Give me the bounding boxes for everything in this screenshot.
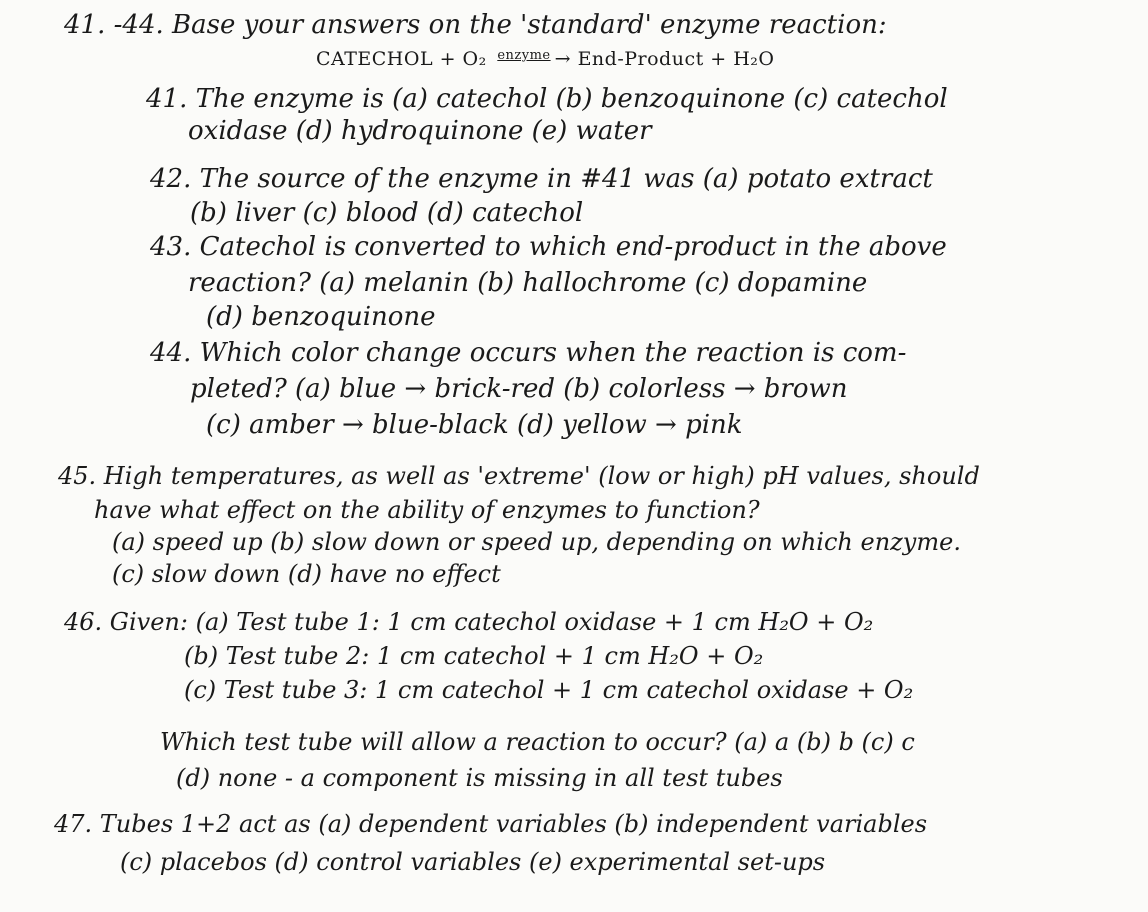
- question-44-line-3: (c) amber → blue-black (d) yellow → pink: [206, 410, 743, 440]
- question-43-line-3: (d) benzoquinone: [206, 302, 436, 332]
- question-42-line-1: 42. The source of the enzyme in #41 was (a) potato extract: [150, 164, 933, 194]
- question-47-line-1: 47. Tubes 1+2 act as (a) dependent variables (b) independent variables: [54, 810, 928, 838]
- question-46-line-2: (b) Test tube 2: 1 cm catechol + 1 cm H₂O + O₂: [184, 642, 764, 670]
- question-45-line-2: have what effect on the ability of enzymes to function?: [94, 496, 760, 524]
- question-46-line-1: 46. Given: (a) Test tube 1: 1 cm catechol oxidase + 1 cm H₂O + O₂: [64, 608, 874, 636]
- question-41-line-2: oxidase (d) hydroquinone (e) water: [188, 116, 652, 146]
- question-44-line-2: pleted? (a) blue → brick-red (b) colorless → brown: [190, 374, 848, 404]
- question-42-line-2: (b) liver (c) blood (d) catechol: [190, 198, 584, 228]
- reaction-left: CATECHOL + O₂: [316, 48, 487, 70]
- intro-text: 41. -44. Base your answers on the 'standard' enzyme reaction:: [64, 10, 887, 40]
- question-43-line-1: 43. Catechol is converted to which end-product in the above: [150, 232, 947, 262]
- question-43-line-2: reaction? (a) melanin (b) hallochrome (c) dopamine: [188, 268, 868, 298]
- question-47-line-2: (c) placebos (d) control variables (e) experimental set-ups: [120, 848, 826, 876]
- question-46-line-3: (c) Test tube 3: 1 cm catechol + 1 cm catechol oxidase + O₂: [184, 676, 914, 704]
- reaction-right: End-Product + H₂O: [577, 48, 775, 70]
- question-41-line-1: 41. The enzyme is (a) catechol (b) benzoquinone (c) catechol: [146, 84, 948, 114]
- question-45-line-4: (c) slow down (d) have no effect: [112, 560, 501, 588]
- question-45-line-1: 45. High temperatures, as well as 'extreme' (low or high) pH values, should: [58, 462, 980, 490]
- question-45-line-3: (a) speed up (b) slow down or speed up, depending on which enzyme.: [112, 528, 961, 556]
- question-46-line-5: (d) none - a component is missing in all test tubes: [176, 764, 783, 792]
- question-44-line-1: 44. Which color change occurs when the reaction is com-: [150, 338, 907, 368]
- reaction-equation: [316, 50, 775, 69]
- question-46-line-4: Which test tube will allow a reaction to occur? (a) a (b) b (c) c: [160, 728, 915, 756]
- reaction-arrow: →: [554, 48, 572, 70]
- reaction-enzyme-label: enzyme: [497, 48, 551, 63]
